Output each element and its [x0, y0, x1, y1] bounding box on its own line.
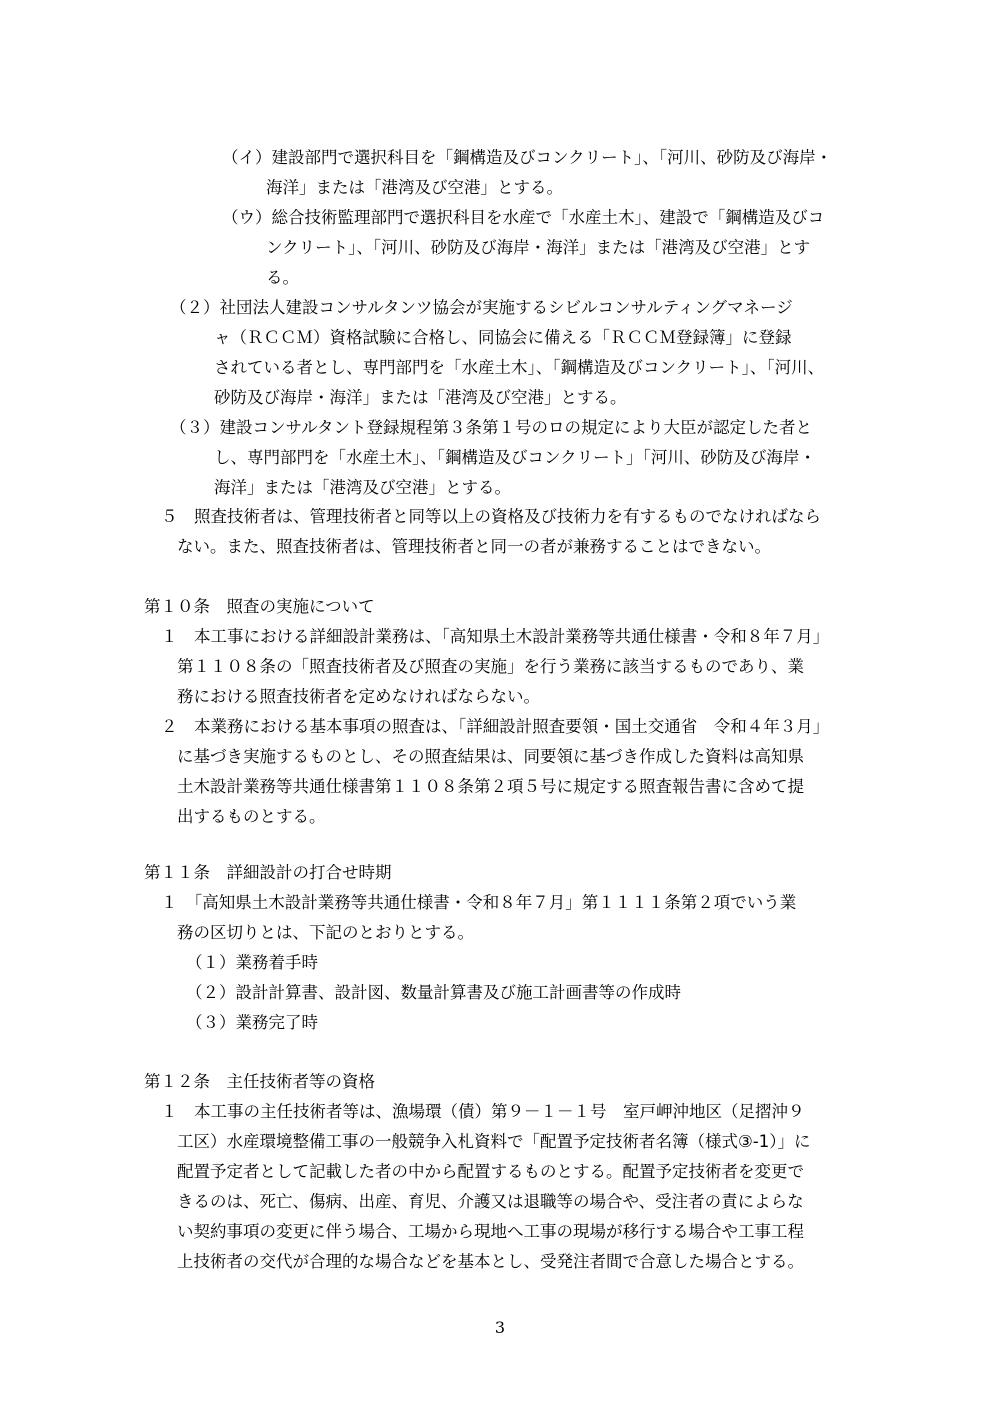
text-line: （２）社団法人建設コンサルタンツ協会が実施するシビルコンサルティングマネージ [170, 298, 793, 317]
text-line: （２）設計計算書、設計図、数量計算書及び施工計画書等の作成時 [186, 983, 681, 1002]
text-line: に基づき実施するものとし、その照査結果は、同要領に基づき作成した資料は高知県 [177, 747, 804, 766]
text-line: 配置予定者として記載した者の中から配置するものとする。配置予定技術者を変更で [177, 1162, 804, 1181]
text-line: し、専門部門を「水産土木」、「鋼構造及びコンクリート」「河川、砂防及び海岸・ [214, 448, 816, 467]
text-line: ２ 本業務における基本事項の照査は、「詳細設計照査要領・国土交通省 令和４年３月」 [161, 717, 830, 736]
text-line: 務の区切りとは、下記のとおりとする。 [177, 923, 474, 942]
text-line: 第１１０８条の「照査技術者及び照査の実施」を行う業務に該当するものであり、業 [177, 657, 804, 676]
text-line: 海洋」または「港湾及び空港」とする。 [214, 478, 511, 497]
text-line: 上技術者の交代が合理的な場合などを基本とし、受発注者間で合意した場合とする。 [177, 1252, 804, 1271]
text-line: 務における照査技術者を定めなければならない。 [177, 687, 540, 706]
text-line: 工区）水産環境整備工事の一般競争入札資料で「配置予定技術者名簿（様式③-1）」に [177, 1132, 811, 1151]
text-line: されている者とし、専門部門を「水産土木」、「鋼構造及びコンクリート」、「河川、 [214, 358, 825, 377]
section-heading: 第１２条 主任技術者等の資格 [144, 1072, 375, 1091]
text-line: 砂防及び海岸・海洋」または「港湾及び空港」とする。 [214, 388, 627, 407]
text-line: る。 [266, 268, 299, 287]
text-line: １ 本工事の主任技術者等は、漁場環（債）第９－１－１号 室戸岬沖地区（足摺沖９ [161, 1102, 805, 1121]
text-line: ない。また、照査技術者は、管理技術者と同一の者が兼務することはできない。 [177, 537, 771, 556]
text-line: ンクリート」、「河川、砂防及び海岸・海洋」または「港湾及び空港」とす [266, 238, 811, 257]
text-line: 土木設計業務等共通仕様書第１１０８条第２項５号に規定する照査報告書に含めて提 [177, 777, 804, 796]
text-line: きるのは、死亡、傷病、出産、育児、介護又は退職等の場合や、受注者の責によらな [177, 1192, 804, 1211]
page-number: 3 [494, 1318, 506, 1337]
text-line: （３）建設コンサルタント登録規程第３条第１号のロの規定により大臣が認定した者と [170, 418, 813, 437]
text-line: １ 「高知県土木設計業務等共通仕様書・令和８年７月」第１１１１条第２項でいう業 [161, 893, 797, 912]
text-line: い契約事項の変更に伴う場合、工場から現地へ工事の現場が移行する場合や工事工程 [177, 1222, 804, 1241]
text-line: ５ 照査技術者は、管理技術者と同等以上の資格及び技術力を有するものでなければなら [161, 507, 821, 526]
text-line: 海洋」または「港湾及び空港」とする。 [266, 178, 563, 197]
text-line: 出するものとする。 [177, 807, 326, 826]
text-line: （１）業務着手時 [186, 953, 318, 972]
section-heading: 第１０条 照査の実施について [144, 597, 375, 616]
text-line: ャ（ＲＣＣＭ）資格試験に合格し、同協会に備える「ＲＣＣＭ登録簿」に登録 [214, 328, 792, 347]
section-heading: 第１１条 詳細設計の打合せ時期 [144, 863, 392, 882]
text-line: （３）業務完了時 [186, 1013, 318, 1032]
text-line: （イ）建設部門で選択科目を「鋼構造及びコンクリート」、「河川、砂防及び海岸・ [222, 148, 833, 167]
text-line: （ウ）総合技術監理部門で選択科目を水産で「水産土木」、建設で「鋼構造及びコ [222, 208, 825, 227]
text-line: １ 本工事における詳細設計業務は、「高知県土木設計業務等共通仕様書・令和８年７月」 [161, 627, 830, 646]
